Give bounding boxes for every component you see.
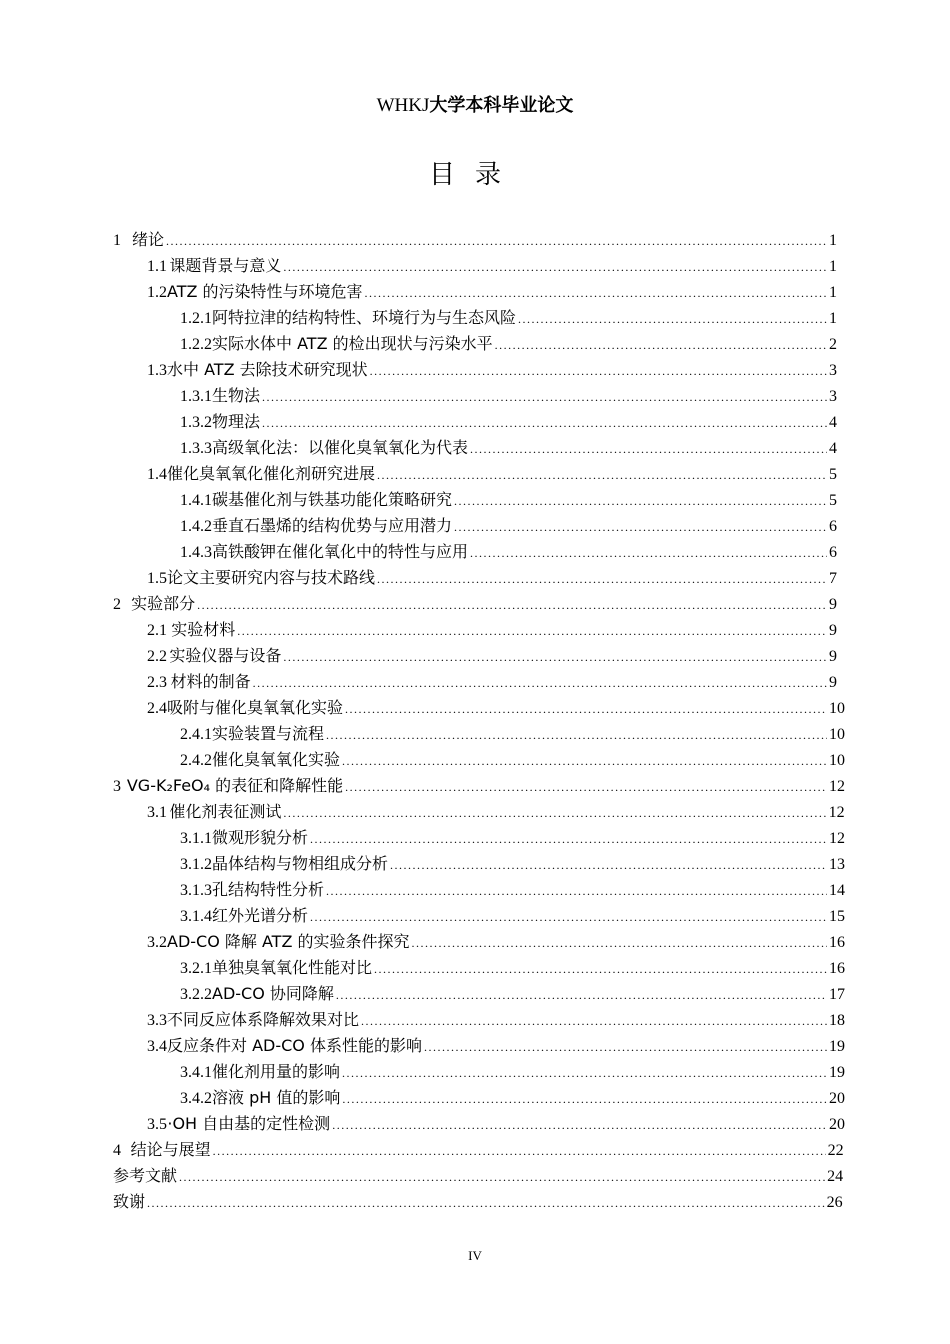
toc-entry[interactable]	[113, 955, 845, 981]
toc-entry-number: 1	[113, 232, 121, 249]
toc-leader-dots	[390, 852, 827, 878]
toc-entry[interactable]	[113, 1085, 845, 1111]
toc-entry-page: 1	[829, 258, 837, 275]
toc-entry-page: 9	[829, 596, 837, 613]
toc-entry[interactable]	[113, 357, 837, 383]
toc-entry-number: 3.2.1	[180, 960, 212, 977]
toc-entry-title: 高级氧化法：以催化臭氧氧化为代表	[212, 438, 469, 457]
toc-entry[interactable]	[113, 747, 845, 773]
toc-title: 目录	[428, 160, 521, 190]
toc-leader-dots	[262, 384, 827, 410]
toc-entry[interactable]	[113, 695, 845, 721]
toc-entry-page: 3	[829, 388, 837, 405]
toc-entry-page: 16	[829, 934, 845, 951]
toc-leader-dots	[374, 956, 827, 982]
toc-entry-number: 1.2	[147, 284, 167, 301]
toc-entry-page: 1	[829, 232, 837, 249]
toc-entry-page: 1	[829, 284, 837, 301]
toc-entry[interactable]	[113, 461, 837, 487]
toc-entry-page: 5	[829, 466, 837, 483]
toc-entry-title: 晶体结构与物相组成分析	[212, 854, 389, 873]
toc-entry-title: 课题背景与意义	[169, 256, 282, 275]
toc-entry-page: 15	[829, 908, 845, 925]
toc-entry-title: 碳基催化剂与铁基功能化策略研究	[212, 490, 453, 509]
toc-entry-title: 单独臭氧氧化性能对比	[212, 958, 373, 977]
toc-leader-dots	[326, 722, 827, 748]
toc-leader-dots	[365, 280, 827, 306]
toc-leader-dots	[332, 1112, 827, 1138]
toc-leader-dots	[342, 748, 827, 774]
toc-entry[interactable]	[113, 487, 837, 513]
toc-entry-page: 12	[829, 830, 845, 847]
toc-entry-page: 6	[829, 518, 837, 535]
toc-leader-dots	[166, 228, 827, 254]
toc-entry-title: 孔结构特性分析	[212, 880, 325, 899]
toc-leader-dots	[283, 644, 827, 670]
toc-entry-number: 2.3	[147, 674, 167, 691]
toc-entry-title: VG-K₂FeO₄ 的表征和降解性能	[126, 776, 344, 795]
toc-entry-page: 10	[829, 700, 845, 717]
toc-entry-title: 论文主要研究内容与技术路线	[167, 568, 376, 587]
toc-entry-title: 催化剂用量的影响	[212, 1062, 341, 1081]
toc-leader-dots	[345, 774, 827, 800]
toc-leader-dots	[213, 1138, 826, 1164]
toc-entry-page: 20	[829, 1090, 845, 1107]
toc-leader-dots	[470, 436, 827, 462]
toc-entry-number: 3.1.4	[180, 908, 212, 925]
toc-entry-number: 3.2.2	[180, 986, 212, 1003]
toc-entry-page: 24	[827, 1168, 844, 1185]
toc-leader-dots	[253, 670, 827, 696]
toc-entry-number: 2	[113, 596, 121, 613]
toc-entry-number: 1.3.2	[180, 414, 212, 431]
toc-leader-dots	[377, 566, 827, 592]
toc-entry-title: 不同反应体系降解效果对比	[167, 1010, 360, 1029]
toc-entry[interactable]	[113, 643, 837, 669]
toc-entry-page: 1	[829, 310, 837, 327]
toc-entry[interactable]	[113, 305, 837, 331]
toc-leader-dots	[424, 1034, 827, 1060]
toc-entry-page: 13	[829, 856, 845, 873]
toc-leader-dots	[262, 410, 827, 436]
toc-entry-page: 9	[829, 674, 837, 691]
toc-entry-title: 实验装置与流程	[212, 724, 325, 743]
toc-entry[interactable]	[113, 513, 837, 539]
toc-entry-title: ·OH 自由基的定性检测	[167, 1114, 331, 1133]
toc-entry-title: 高铁酸钾在催化氧化中的特性与应用	[212, 542, 469, 561]
toc-leader-dots	[310, 904, 827, 930]
toc-entry-title: 实验仪器与设备	[169, 646, 282, 665]
toc-entry-page: 5	[829, 492, 837, 509]
page-number: IV	[468, 1248, 482, 1263]
toc-entry-title: 生物法	[212, 386, 261, 405]
toc-entry-title: 结论与展望	[130, 1140, 211, 1159]
toc-entry-number: 3.3	[147, 1012, 167, 1029]
toc-entry[interactable]	[113, 981, 845, 1007]
toc-entry[interactable]	[113, 565, 837, 591]
toc-leader-dots	[377, 462, 827, 488]
toc-entry-page: 10	[829, 752, 845, 769]
toc-entry-number: 1.3	[147, 362, 167, 379]
toc-leader-dots	[454, 514, 827, 540]
toc-entry-number: 1.2.2	[180, 336, 212, 353]
toc-entry-page: 4	[829, 414, 837, 431]
toc-entry-page: 4	[829, 440, 837, 457]
toc-entry-title: 参考文献	[113, 1166, 178, 1185]
toc-entry-page: 12	[828, 804, 845, 821]
toc-entry[interactable]	[113, 903, 845, 929]
toc-entry-number: 1.1	[147, 258, 167, 275]
toc-entry[interactable]	[113, 435, 837, 461]
toc-leader-dots	[470, 540, 827, 566]
toc-entry-page: 7	[829, 570, 837, 587]
toc-entry-number: 3.1	[147, 804, 167, 821]
toc-entry[interactable]	[113, 279, 837, 305]
toc-leader-dots	[147, 1190, 825, 1216]
toc-entry-number: 2.4	[147, 700, 167, 717]
toc-leader-dots	[345, 696, 827, 722]
toc-entry[interactable]	[113, 1033, 845, 1059]
toc-entry-number: 1.2.1	[180, 310, 212, 327]
toc-entry-page: 2	[829, 336, 837, 353]
toc-leader-dots	[283, 254, 827, 280]
toc-entry[interactable]	[113, 1111, 845, 1137]
toc-entry[interactable]	[113, 409, 837, 435]
toc-entry-page: 3	[829, 362, 837, 379]
toc-entry-title: 实验部分	[131, 594, 196, 613]
toc-entry-title: 微观形貌分析	[212, 828, 309, 847]
toc-leader-dots	[310, 826, 827, 852]
toc-entry-number: 2.4.1	[180, 726, 212, 743]
header-latin: WHKJ	[376, 95, 430, 116]
toc-entry-page: 9	[829, 622, 837, 639]
toc-entry-number: 3	[113, 778, 121, 795]
toc-entry-number: 3.1.1	[180, 830, 212, 847]
toc-entry-number: 3.2	[147, 934, 167, 951]
toc-entry-number: 1.3.3	[180, 440, 212, 457]
toc-entry-number: 1.4.3	[180, 544, 212, 561]
toc-entry-number: 1.5	[147, 570, 167, 587]
toc-entry[interactable]	[113, 1189, 843, 1215]
toc-entry[interactable]	[113, 851, 845, 877]
toc-leader-dots	[283, 800, 826, 826]
toc-entry-title: 吸附与催化臭氧氧化实验	[167, 698, 344, 717]
toc-entry-title: 绪论	[132, 230, 165, 249]
toc-entry-page: 10	[829, 726, 845, 743]
toc-entry[interactable]	[113, 1007, 845, 1033]
toc-entry[interactable]	[113, 331, 837, 357]
toc-entry[interactable]	[113, 669, 837, 695]
toc-entry-title: 水中 ATZ 去除技术研究现状	[167, 360, 368, 379]
toc-entry[interactable]	[113, 253, 837, 279]
toc-leader-dots	[370, 358, 827, 384]
toc-entry-title: 阿特拉津的结构特性、环境行为与生态风险	[212, 308, 517, 327]
table-of-contents	[113, 227, 845, 1215]
toc-entry-number: 4	[113, 1142, 121, 1159]
toc-entry[interactable]	[113, 1163, 844, 1189]
toc-entry[interactable]	[113, 617, 837, 643]
toc-entry-title: 实际水体中 ATZ 的检出现状与污染水平	[212, 334, 493, 353]
toc-entry-number: 1.4	[147, 466, 167, 483]
toc-entry-number: 1.4.2	[180, 518, 212, 535]
toc-entry[interactable]	[113, 877, 845, 903]
toc-leader-dots	[454, 488, 827, 514]
toc-entry-page: 6	[829, 544, 837, 561]
toc-entry-page: 22	[827, 1142, 844, 1159]
toc-entry-number: 3.4	[147, 1038, 167, 1055]
toc-entry-number: 3.1.2	[180, 856, 212, 873]
toc-entry-title: 实验材料	[171, 620, 236, 639]
toc-entry-title: 材料的制备	[170, 672, 251, 691]
toc-leader-dots	[518, 306, 827, 332]
toc-entry-title: ATZ 的污染特性与环境危害	[167, 282, 363, 301]
toc-entry-title: 垂直石墨烯的结构优势与应用潜力	[212, 516, 453, 535]
toc-entry[interactable]	[113, 591, 837, 617]
toc-entry[interactable]	[113, 227, 837, 253]
toc-leader-dots	[412, 930, 827, 956]
toc-entry-number: 2.4.2	[180, 752, 212, 769]
toc-entry-number: 3.4.1	[180, 1064, 212, 1081]
toc-entry-page: 9	[829, 648, 837, 665]
toc-entry-page: 19	[829, 1064, 845, 1081]
toc-entry[interactable]	[113, 799, 845, 825]
toc-entry-page: 12	[829, 778, 845, 795]
toc-entry-page: 26	[826, 1194, 843, 1211]
toc-entry[interactable]	[113, 1059, 845, 1085]
toc-leader-dots	[495, 332, 827, 358]
toc-entry[interactable]	[113, 773, 845, 799]
toc-entry-page: 20	[829, 1116, 845, 1133]
toc-entry-title: 催化剂表征测试	[169, 802, 282, 821]
toc-leader-dots	[361, 1008, 827, 1034]
toc-entry-number: 3.4.2	[180, 1090, 212, 1107]
toc-entry[interactable]	[113, 721, 845, 747]
toc-leader-dots	[237, 618, 827, 644]
toc-entry-title: AD-CO 降解 ATZ 的实验条件探究	[167, 932, 410, 951]
toc-leader-dots	[326, 878, 827, 904]
toc-entry-title: 溶液 pH 值的影响	[212, 1088, 341, 1107]
toc-entry-page: 17	[829, 986, 845, 1003]
toc-entry-page: 16	[829, 960, 845, 977]
toc-entry[interactable]	[113, 1137, 844, 1163]
toc-entry-page: 18	[829, 1012, 845, 1029]
toc-leader-dots	[342, 1086, 827, 1112]
toc-entry-title: 反应条件对 AD-CO 体系性能的影响	[167, 1036, 422, 1055]
toc-leader-dots	[342, 1060, 827, 1086]
toc-entry-title: 催化臭氧氧化催化剂研究进展	[167, 464, 376, 483]
header-title: 大学本科毕业论文	[429, 95, 574, 116]
toc-leader-dots	[197, 592, 827, 618]
toc-leader-dots	[336, 982, 827, 1008]
toc-entry-title: 红外光谱分析	[212, 906, 309, 925]
toc-entry-number: 3.5	[147, 1116, 167, 1133]
toc-entry-page: 14	[829, 882, 845, 899]
toc-entry[interactable]	[113, 929, 845, 955]
toc-entry-title: 致谢	[113, 1192, 146, 1211]
toc-entry-page: 19	[829, 1038, 845, 1055]
toc-entry-number: 1.3.1	[180, 388, 212, 405]
toc-entry[interactable]	[113, 539, 837, 565]
toc-leader-dots	[179, 1164, 825, 1190]
toc-entry[interactable]	[113, 825, 845, 851]
toc-entry-title: AD-CO 协同降解	[212, 984, 334, 1003]
toc-entry-number: 3.1.3	[180, 882, 212, 899]
toc-entry-title: 催化臭氧氧化实验	[212, 750, 341, 769]
toc-entry[interactable]	[113, 383, 837, 409]
toc-entry-number: 2.1	[147, 622, 167, 639]
toc-entry-number: 1.4.1	[180, 492, 212, 509]
toc-entry-title: 物理法	[212, 412, 261, 431]
toc-entry-number: 2.2	[147, 648, 167, 665]
document-header	[0, 93, 950, 119]
